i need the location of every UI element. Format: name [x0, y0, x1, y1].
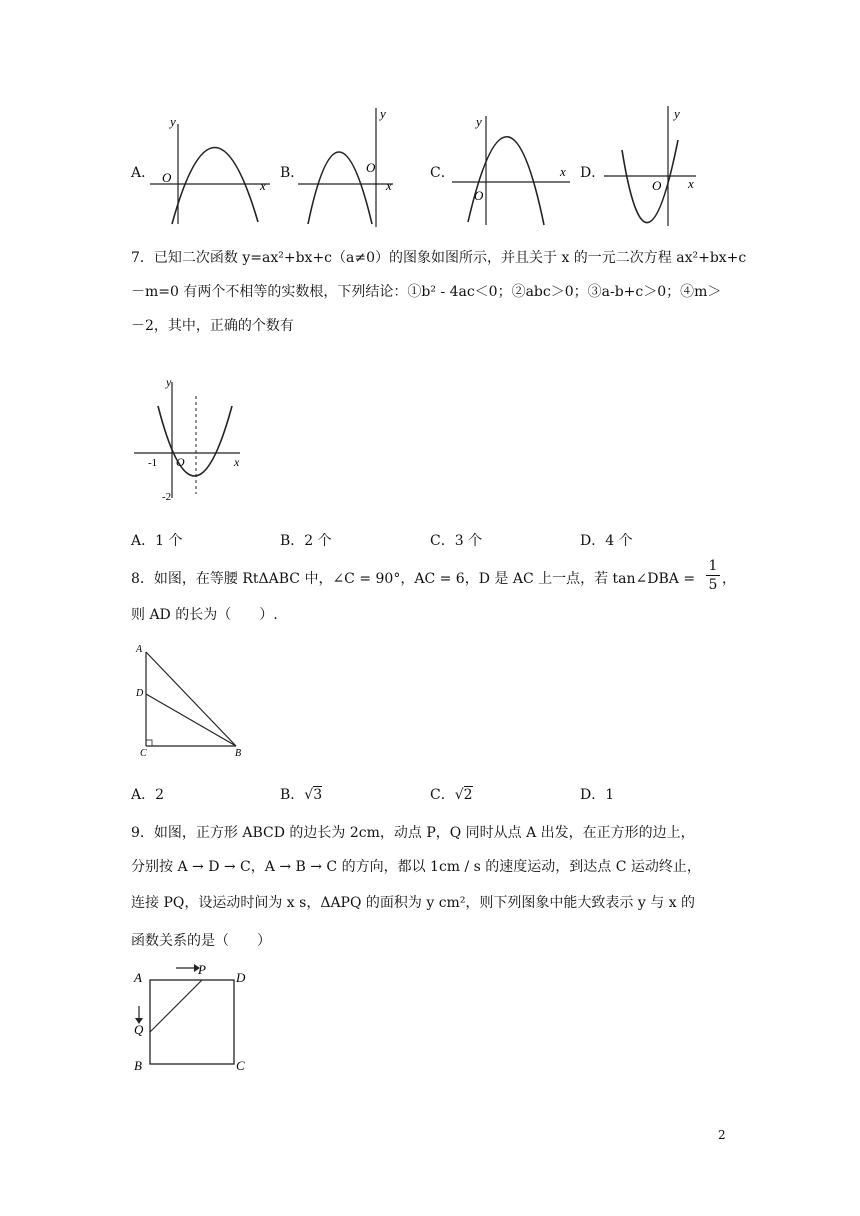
x-axis-label: x: [234, 455, 240, 469]
q6-option-a-graph: [150, 112, 275, 227]
sqrt-radicand: 2: [463, 787, 473, 803]
y-axis-label: y: [380, 106, 386, 121]
q8-option-b[interactable]: [280, 784, 322, 804]
q8-triangle-figure: [132, 642, 250, 758]
q7-line-3: －2，其中，正确的个数有: [131, 318, 294, 334]
origin-label: O: [366, 160, 376, 175]
q9-line-3: 连接 PQ，设运动时间为 x s，ΔAPQ 的面积为 y cm²，则下列图象中能大致表示 y 与 x 的: [131, 895, 696, 911]
q7-line-1: 7．已知二次函数 y=ax²+bx+c（a≠0）的图象如图所示，并且关于 x 的一元二次方程 ax²+bx+c: [131, 250, 747, 266]
q7-option-b[interactable]: B．2 个: [280, 533, 332, 549]
q8-option-d[interactable]: D．1: [580, 787, 615, 803]
q6-option-c-label: C．: [430, 165, 455, 181]
sqrt-icon: √: [454, 787, 464, 803]
fraction-denominator: 5: [708, 577, 718, 593]
point-q-label: Q: [134, 1022, 144, 1037]
option-label: C．: [430, 787, 455, 803]
origin-label: O: [652, 178, 662, 193]
q7-line-2: －m=0 有两个不相等的实数根，下列结论：①b² - 4ac＜0；②abc＞0；③a-b+c＞0；④m＞: [131, 284, 722, 300]
vertex-d-label: D: [236, 970, 246, 985]
fraction-numerator: 1: [708, 558, 718, 574]
q8-line-2: 则 AD 的长为（ ）.: [131, 607, 278, 623]
origin-label: O: [162, 170, 172, 185]
y-axis-label: y: [674, 106, 680, 121]
x-axis-label: x: [386, 178, 392, 193]
minus-2-label: -2: [162, 491, 172, 503]
origin-label: O: [176, 455, 185, 469]
q6-option-c-graph: [452, 110, 570, 227]
vertex-d-label: D: [136, 688, 144, 699]
q6-option-d-label: D．: [580, 165, 606, 181]
option-label: B．: [280, 787, 305, 803]
q8-option-a[interactable]: A．2: [131, 787, 165, 803]
vertex-c-label: C: [140, 748, 147, 758]
y-axis-label: y: [166, 376, 172, 389]
q9-line-4: 函数关系的是（ ）: [131, 933, 271, 949]
q8-fraction: [706, 558, 720, 593]
x-axis-label: x: [688, 176, 694, 191]
vertex-a-label: A: [136, 644, 143, 655]
q7-option-a[interactable]: A．1 个: [131, 533, 183, 549]
q9-line-1: 9．如图，正方形 ABCD 的边长为 2cm，动点 P，Q 同时从点 A 出发，在正方形的边上，: [131, 825, 695, 841]
q6-option-b-graph: [298, 100, 403, 227]
q9-square-figure: [130, 962, 250, 1076]
vertex-c-label: C: [236, 1058, 245, 1073]
sqrt-icon: √: [304, 787, 314, 803]
q8-line-1: 8．如图，在等腰 RtΔABC 中，∠C = 90°，AC = 6，D 是 AC 上一点，若 tan∠DBA =: [131, 571, 696, 587]
x-axis-label: x: [260, 178, 266, 193]
q6-option-b-label: B．: [280, 165, 305, 181]
q9-line-2: 分别按 A → D → C，A → B → C 的方向，都以 1cm / s 的速度运动，到达点 C 运动终止，: [131, 859, 701, 875]
q8-option-c[interactable]: [430, 784, 473, 804]
page-number: 2: [718, 1128, 726, 1142]
q6-option-d-graph: [604, 100, 700, 227]
y-axis-label: y: [476, 114, 482, 129]
vertex-b-label: B: [235, 748, 242, 758]
point-p-label: P: [198, 962, 206, 977]
vertex-a-label: A: [134, 970, 142, 985]
q7-parabola-figure: [134, 376, 246, 506]
q7-option-d[interactable]: D．4 个: [580, 533, 633, 549]
q8-line-1-end: ，: [722, 571, 736, 587]
vertex-b-label: B: [134, 1058, 142, 1073]
q7-option-c[interactable]: C．3 个: [430, 533, 483, 549]
y-axis-label: y: [170, 114, 176, 129]
origin-label: O: [474, 188, 484, 203]
q6-option-a-label: A．: [131, 165, 156, 181]
minus-1-label: -1: [148, 457, 158, 469]
sqrt-radicand: 3: [313, 787, 323, 803]
x-axis-label: x: [560, 164, 566, 179]
